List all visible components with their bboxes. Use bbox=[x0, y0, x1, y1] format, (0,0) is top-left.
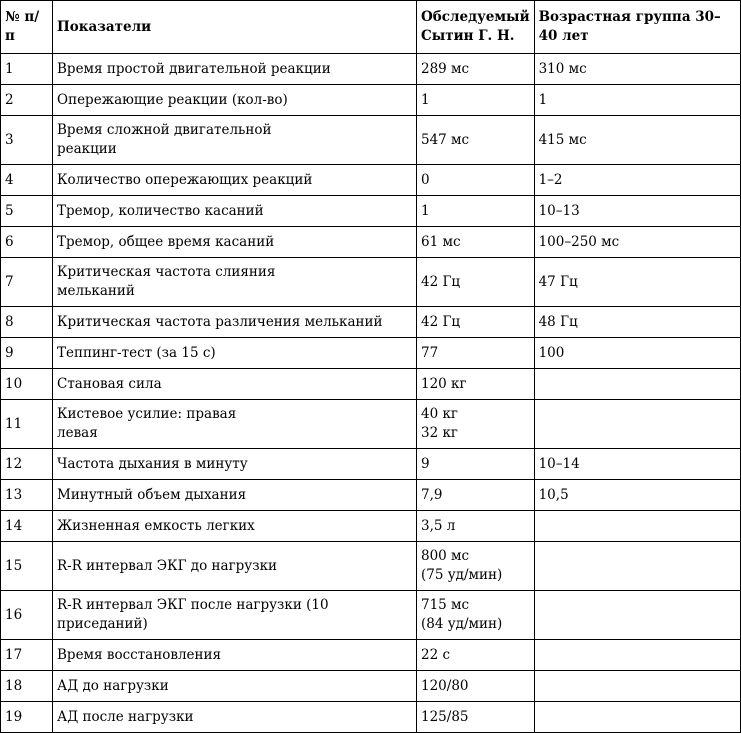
cell-indicator-line: Количество опережающих реакций bbox=[57, 171, 313, 188]
cell-num: 15 bbox=[1, 542, 53, 591]
table-row bbox=[1, 511, 741, 542]
table-row bbox=[1, 227, 741, 258]
cell-indicator bbox=[53, 369, 417, 400]
cell-norm: 415 мс bbox=[534, 116, 740, 165]
table-row bbox=[1, 449, 741, 480]
cell-indicator-line: АД до нагрузки bbox=[57, 677, 169, 694]
cell-subject bbox=[417, 542, 535, 591]
cell-subject-line: (84 уд/мин) bbox=[421, 616, 503, 632]
cell-indicator-line: Время простой двигательной реакции bbox=[57, 60, 331, 77]
cell-indicator bbox=[53, 85, 417, 116]
cell-num: 12 bbox=[1, 449, 53, 480]
cell-subject-line: 42 Гц bbox=[421, 273, 461, 290]
table-row bbox=[1, 702, 741, 733]
table-body bbox=[1, 54, 741, 733]
cell-num: 4 bbox=[1, 165, 53, 196]
cell-subject-line: 547 мс bbox=[421, 131, 470, 148]
cell-subject bbox=[417, 196, 535, 227]
cell-indicator bbox=[53, 542, 417, 591]
header-indicator: Показатели bbox=[53, 1, 417, 54]
cell-indicator bbox=[53, 400, 417, 449]
table-row bbox=[1, 542, 741, 591]
header-age-group: Возрастная группа 30–40 лет bbox=[534, 1, 740, 54]
cell-indicator-line: Время восстановления bbox=[57, 646, 222, 663]
table-row bbox=[1, 54, 741, 85]
cell-norm: 10,5 bbox=[534, 480, 740, 511]
cell-norm: 1–2 bbox=[534, 165, 740, 196]
cell-indicator bbox=[53, 671, 417, 702]
cell-norm bbox=[534, 591, 740, 640]
cell-subject bbox=[417, 307, 535, 338]
cell-subject-line: 7,9 bbox=[421, 486, 443, 503]
cell-subject-line: 42 Гц bbox=[421, 313, 461, 330]
cell-norm: 310 мс bbox=[534, 54, 740, 85]
cell-indicator-line: Частота дыхания в минуту bbox=[57, 455, 248, 472]
cell-norm bbox=[534, 702, 740, 733]
cell-subject-line: 32 кг bbox=[421, 425, 458, 441]
cell-subject-line: 61 мс bbox=[421, 233, 461, 250]
cell-indicator bbox=[53, 196, 417, 227]
cell-indicator bbox=[53, 165, 417, 196]
cell-num: 10 bbox=[1, 369, 53, 400]
cell-indicator-line: Критическая частота слияния bbox=[57, 264, 276, 280]
table-row bbox=[1, 480, 741, 511]
table-row bbox=[1, 258, 741, 307]
cell-num: 8 bbox=[1, 307, 53, 338]
cell-indicator-line: Становая сила bbox=[57, 375, 162, 392]
cell-num: 2 bbox=[1, 85, 53, 116]
table-row bbox=[1, 338, 741, 369]
cell-indicator bbox=[53, 307, 417, 338]
cell-subject bbox=[417, 338, 535, 369]
cell-indicator-line: Тремор, общее время касаний bbox=[57, 233, 275, 250]
table-row bbox=[1, 85, 741, 116]
cell-indicator-line: Кистевое усилие: правая bbox=[57, 406, 237, 422]
cell-subject-line: 9 bbox=[421, 455, 430, 472]
cell-subject-line: 40 кг bbox=[421, 406, 458, 422]
cell-norm bbox=[534, 640, 740, 671]
cell-indicator bbox=[53, 449, 417, 480]
cell-num: 14 bbox=[1, 511, 53, 542]
cell-subject bbox=[417, 702, 535, 733]
cell-subject-line: 22 с bbox=[421, 646, 451, 663]
cell-subject-line: 120/80 bbox=[421, 677, 469, 694]
cell-subject bbox=[417, 449, 535, 480]
cell-subject-line: 0 bbox=[421, 171, 430, 188]
cell-norm bbox=[534, 369, 740, 400]
cell-indicator bbox=[53, 511, 417, 542]
cell-num: 5 bbox=[1, 196, 53, 227]
cell-num: 9 bbox=[1, 338, 53, 369]
cell-subject-line: 1 bbox=[421, 91, 430, 108]
cell-indicator-line: левая bbox=[57, 425, 98, 441]
table-row bbox=[1, 400, 741, 449]
cell-subject-line: 289 мс bbox=[421, 60, 470, 77]
cell-subject-line: 125/85 bbox=[421, 708, 469, 725]
cell-indicator-line: реакции bbox=[57, 141, 117, 157]
table-row bbox=[1, 165, 741, 196]
cell-indicator-line: мельканий bbox=[57, 283, 135, 299]
cell-subject-line: 800 мс bbox=[421, 548, 470, 564]
cell-subject bbox=[417, 227, 535, 258]
table-row bbox=[1, 116, 741, 165]
cell-indicator bbox=[53, 702, 417, 733]
cell-num: 18 bbox=[1, 671, 53, 702]
cell-subject bbox=[417, 640, 535, 671]
cell-indicator bbox=[53, 227, 417, 258]
cell-subject bbox=[417, 54, 535, 85]
cell-indicator-line: Теппинг-тест (за 15 с) bbox=[57, 344, 216, 361]
cell-subject bbox=[417, 671, 535, 702]
cell-subject bbox=[417, 258, 535, 307]
cell-subject-line: 715 мс bbox=[421, 597, 470, 613]
cell-indicator-line: Критическая частота различения мельканий bbox=[57, 313, 383, 330]
cell-norm: 10–14 bbox=[534, 449, 740, 480]
header-row bbox=[1, 1, 741, 54]
cell-subject-line: 1 bbox=[421, 202, 430, 219]
cell-subject bbox=[417, 369, 535, 400]
cell-norm bbox=[534, 400, 740, 449]
cell-norm bbox=[534, 511, 740, 542]
cell-norm: 1 bbox=[534, 85, 740, 116]
cell-num: 17 bbox=[1, 640, 53, 671]
table-row bbox=[1, 307, 741, 338]
table-header bbox=[1, 1, 741, 54]
cell-subject-line: 3,5 л bbox=[421, 517, 456, 534]
cell-subject bbox=[417, 480, 535, 511]
table-row bbox=[1, 369, 741, 400]
table-row bbox=[1, 671, 741, 702]
cell-num: 19 bbox=[1, 702, 53, 733]
cell-subject bbox=[417, 591, 535, 640]
cell-subject bbox=[417, 400, 535, 449]
cell-indicator bbox=[53, 116, 417, 165]
cell-norm: 48 Гц bbox=[534, 307, 740, 338]
cell-indicator-line: Жизненная емкость легких bbox=[57, 517, 255, 534]
table-row bbox=[1, 640, 741, 671]
cell-norm: 47 Гц bbox=[534, 258, 740, 307]
cell-norm: 100–250 мс bbox=[534, 227, 740, 258]
cell-indicator-line: Время сложной двигательной bbox=[57, 122, 272, 138]
cell-subject bbox=[417, 85, 535, 116]
cell-indicator bbox=[53, 480, 417, 511]
cell-indicator-line: R-R интервал ЭКГ после нагрузки (10 приседаний) bbox=[57, 597, 329, 632]
cell-num: 1 bbox=[1, 54, 53, 85]
cell-subject-line: (75 уд/мин) bbox=[421, 567, 503, 583]
cell-indicator-line: Опережающие реакции (кол-во) bbox=[57, 91, 288, 108]
cell-norm bbox=[534, 542, 740, 591]
header-subject bbox=[417, 1, 535, 54]
cell-norm: 100 bbox=[534, 338, 740, 369]
cell-indicator-line: АД после нагрузки bbox=[57, 708, 194, 725]
cell-subject bbox=[417, 511, 535, 542]
cell-indicator bbox=[53, 258, 417, 307]
cell-num: 6 bbox=[1, 227, 53, 258]
cell-subject-line: 120 кг bbox=[421, 375, 467, 392]
cell-indicator bbox=[53, 54, 417, 85]
cell-num: 3 bbox=[1, 116, 53, 165]
cell-num: 13 bbox=[1, 480, 53, 511]
cell-norm bbox=[534, 671, 740, 702]
cell-indicator-line: Тремор, количество касаний bbox=[57, 202, 264, 219]
cell-indicator-line: R-R интервал ЭКГ до нагрузки bbox=[57, 557, 278, 574]
cell-num: 7 bbox=[1, 258, 53, 307]
cell-norm: 10–13 bbox=[534, 196, 740, 227]
cell-indicator bbox=[53, 591, 417, 640]
cell-num: 16 bbox=[1, 591, 53, 640]
header-num: № п/п bbox=[1, 1, 53, 54]
cell-num: 11 bbox=[1, 400, 53, 449]
table-row bbox=[1, 196, 741, 227]
cell-subject-line: 77 bbox=[421, 344, 439, 361]
cell-subject bbox=[417, 165, 535, 196]
cell-indicator bbox=[53, 640, 417, 671]
table-row bbox=[1, 591, 741, 640]
cell-indicator-line: Минутный объем дыхания bbox=[57, 486, 247, 503]
cell-indicator bbox=[53, 338, 417, 369]
header-subject-line: Обследуемый bbox=[421, 9, 530, 25]
cell-subject bbox=[417, 116, 535, 165]
header-subject-line: Сытин Г. Н. bbox=[421, 28, 515, 44]
